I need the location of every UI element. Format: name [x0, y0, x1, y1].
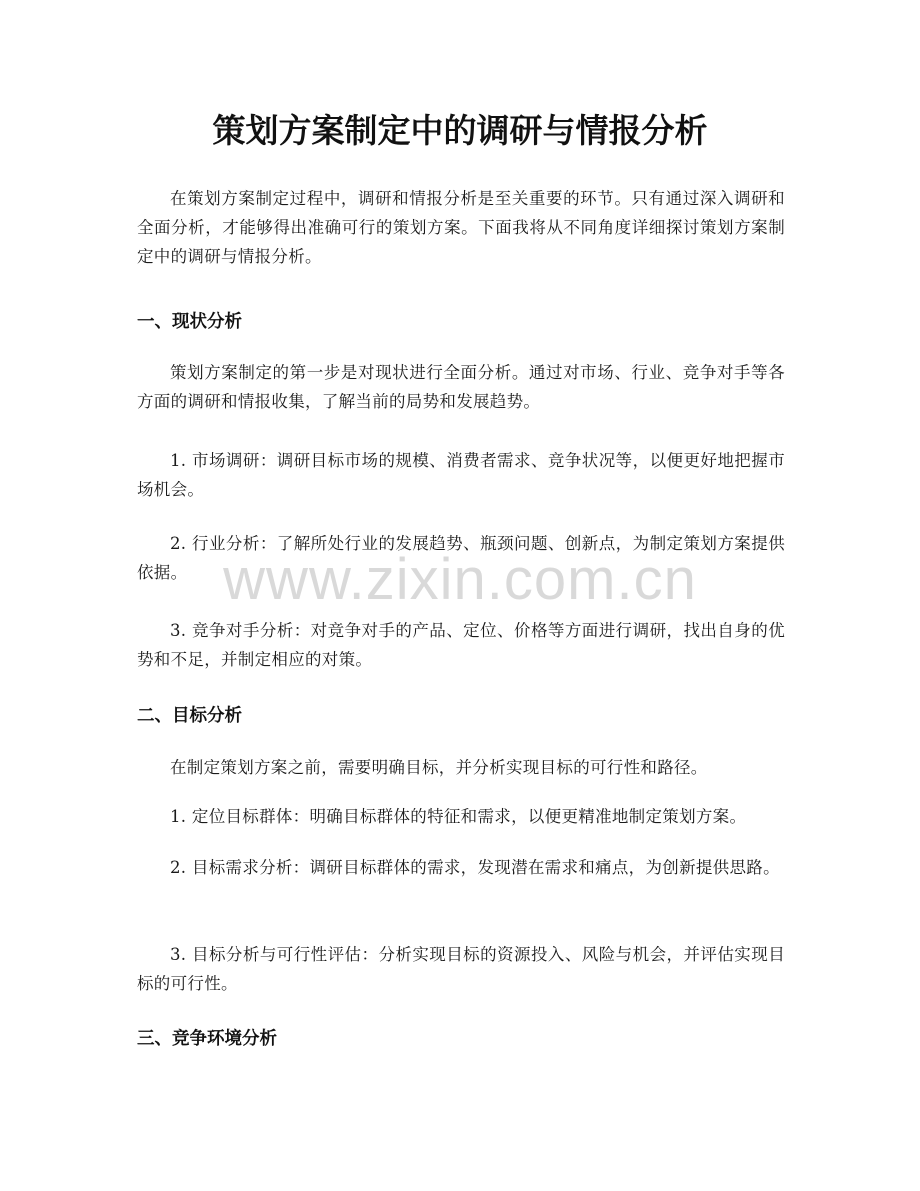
section-1-item-competitor-analysis: 3. 竞争对手分析：对竞争对手的产品、定位、价格等方面进行调研，找出自身的优势和不足，并制定相应的对策。 — [137, 621, 785, 669]
section-1-item-market-research: 1. 市场调研：调研目标市场的规模、消费者需求、竞争状况等，以便更好地把握市场机会。 — [137, 451, 785, 499]
intro-paragraph: 在策划方案制定过程中，调研和情报分析是至关重要的环节。只有通过深入调研和全面分析，才能够得出准确可行的策划方案。下面我将从不同角度详细探讨策划方案制定中的调研与情报分析。 — [137, 189, 785, 266]
section-1-paragraph-1: 策划方案制定的第一步是对现状进行全面分析。通过对市场、行业、竞争对手等各方面的调研和情报收集，了解当前的局势和发展趋势。 — [137, 363, 785, 411]
section-2-paragraph-1: 在制定策划方案之前，需要明确目标，并分析实现目标的可行性和路径。 — [170, 758, 708, 777]
section-2-item-demand-analysis: 2. 目标需求分析：调研目标群体的需求，发现潜在需求和痛点，为创新提供思路。 — [170, 858, 780, 877]
section-heading-competitive-environment: 三、竞争环境分析 — [137, 1029, 277, 1049]
section-2-item-target-group: 1. 定位目标群体：明确目标群体的特征和需求，以便更精准地制定策划方案。 — [170, 807, 747, 826]
section-2-item-feasibility: 3. 目标分析与可行性评估：分析实现目标的资源投入、风险与机会，并评估实现目标的可行性。 — [137, 945, 785, 993]
section-heading-current-status: 一、现状分析 — [137, 312, 242, 332]
section-heading-goal-analysis: 二、目标分析 — [137, 706, 242, 726]
document-title: 策划方案制定中的调研与情报分析 — [212, 111, 708, 150]
section-1-item-industry-analysis: 2. 行业分析：了解所处行业的发展趋势、瓶颈问题、创新点，为制定策划方案提供依据。 — [137, 534, 785, 582]
watermark: www.zixin.com.cn — [223, 547, 697, 612]
